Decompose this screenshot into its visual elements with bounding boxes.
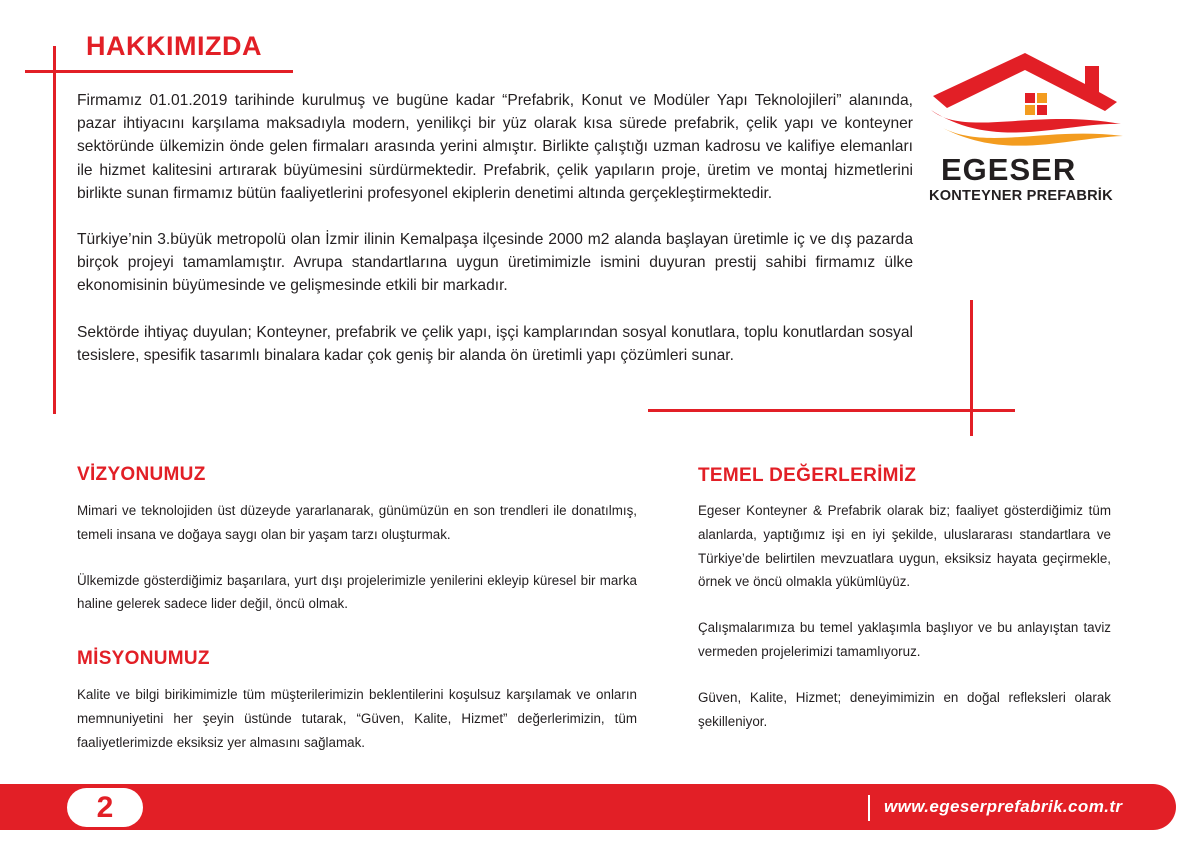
intro-paragraph: Sektörde ihtiyaç duyulan; Konteyner, prefabrik ve çelik yapı, işçi kamplarından sosyal konutlara, toplu konutlardan sosyal tesislere, spesifik tasarımlı binalara kadar çok geniş bir alanda ön üretimli yapı çözümleri sunar. [77,323,913,364]
mission-paragraph: Kalite ve bilgi birikimimizle tüm müşterilerimizin beklentilerini koşulsuz karşılamak ve onların memnuniyetini her şeyin üstünde tutarak, “Güven, Kalite, Hizmet” değerlerimizin, tüm faaliyetlerimizde eksiksiz yer almasını sağlamak. [77,687,637,750]
vision-text [77,499,637,638]
vision-paragraph: Ülkemizde gösterdiğimiz başarılara, yurt dışı projelerimizle yenilerini ekleyip küresel bir marka haline gelerek sadece lider değil, öncü olmak. [77,572,637,612]
mission-text [77,683,637,776]
values-paragraph: Çalışmalarımıza bu temel yaklaşımla başlıyor ve bu anlayıştan taviz vermeden projelerimizi tamamlıyoruz. [698,620,1111,659]
intro-text [77,89,913,390]
values-heading: TEMEL DEĞERLERİMİZ [698,465,917,486]
vision-heading: VİZYONUMUZ [77,464,206,485]
footer-divider [868,795,870,821]
house-roof-icon [925,48,1145,158]
values-paragraph: Güven, Kalite, Hizmet; deneyimimizin en doğal refleksleri olarak şekilleniyor. [698,689,1111,729]
intro-paragraph: Türkiye’nin 3.büyük metropolü olan İzmir ilinin Kemalpaşa ilçesinde 2000 m2 alanda başlayan üretimle iç ve dış pazarda birçok projeyi tamamlamıştır. Avrupa standartlarına uygun üretimimizle ismini duyuran prestij sahibi firmamız ülke ekonomisinin büyümesinde ve gelişmesinde etkili bir markadır. [77,231,913,295]
top-left-horizontal-rule [25,70,293,73]
mission-heading: MİSYONUMUZ [77,648,210,669]
top-left-vertical-rule [53,46,56,414]
logo-subtitle: KONTEYNER PREFABRİK [929,188,1113,204]
vision-paragraph: Mimari ve teknolojiden üst düzeyde yararlanarak, günümüzün en son trendleri ile donatılmış, temeli insana ve doğaya saygı olan bir yaşam tarzı oluşturmak. [77,503,637,542]
values-text [698,499,1111,755]
page-title: HAKKIMIZDA [86,31,262,61]
right-vertical-rule [970,300,973,436]
logo-brand-name: EGESER [941,152,1077,187]
intro-paragraph: Firmamız 01.01.2019 tarihinde kurulmuş ve bugüne kadar “Prefabrik, Konut ve Modüler Yapı Teknolojileri” alanında, pazar ihtiyacını karşılama maksadıyla modern, yenilikçi bir yüz olarak kısa sürede prefabrik, çelik yapı ve konteyner sektöründe ülkemizin önde gelen firmaları arasında yerini almıştır. Birlikte çalıştığı uzman kadrosu ve kalifiye elemanları ile hizmet kalitesini artırarak büyümesini sürdürmektedir. Prefabrik, çelik yapıların proje, üretim ve montaj hizmetlerini birlikte sunan firmamız bütün faaliyetlerini profesyonel ekiplerin denetimi altında gerçekleştirmektedir. [77,92,913,202]
website-link[interactable]: www.egeserprefabrik.com.tr [884,797,1123,816]
page-number: 2 [67,788,143,827]
values-paragraph: Egeser Konteyner & Prefabrik olarak biz; faaliyet gösterdiğimiz tüm alanlarda, yaptığımız işi en iyi şekilde, uluslararası standartlara ve Türkiye’de belirtilen mevzuatlara uygun, eksiksiz hayata geçirmekle, örnek ve öncü olmakla yükümlüyüz. [698,503,1111,590]
right-horizontal-rule [648,409,1015,412]
